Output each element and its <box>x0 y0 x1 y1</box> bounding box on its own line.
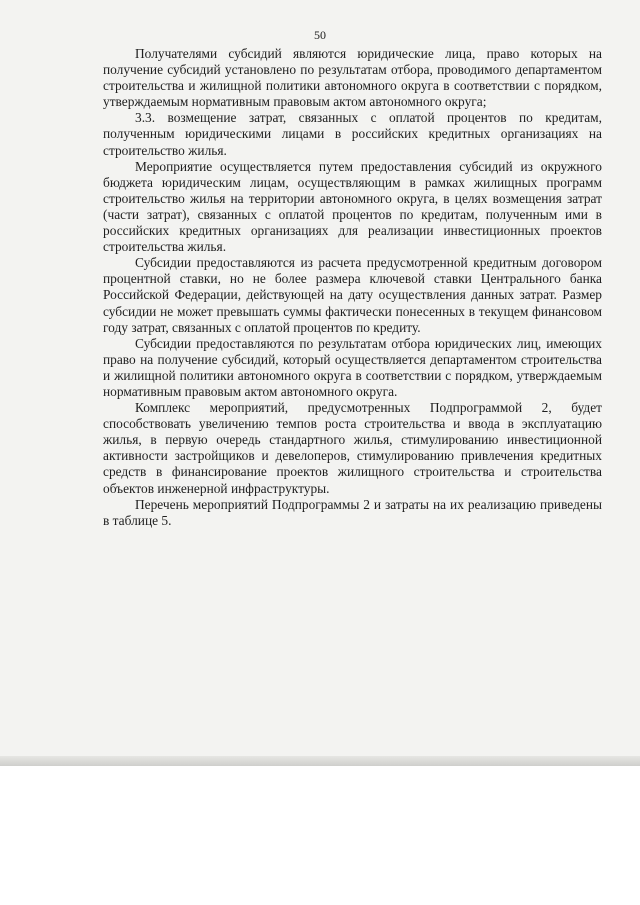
page-number: 50 <box>314 28 326 42</box>
paragraph-table-reference: Перечень мероприятий Подпрограммы 2 и затраты на их реализацию приведены в таблице 5. <box>103 496 602 528</box>
paragraph-complex-measures: Комплекс мероприятий, предусмотренных Подпрограммой 2, будет способствовать увеличению темпов роста строительства и ввода в эксплуатацию жилья, в первую очередь стандартного жилья, стимулированию инвестиционной активности застройщиков и девелоперов, стимулированию привлечения кредитных средств в финансирование проектов жилищного строительства и строительства объектов инженерной инфраструктуры. <box>103 400 602 496</box>
document-body <box>103 46 602 529</box>
blank-area <box>0 766 640 905</box>
paragraph-subsidy-rate: Субсидии предоставляются из расчета предусмотренной кредитным договором процентной ставки, но не более размера ключевой ставки Центрального банка Российской Федерации, действующей на дату осуществления данных затрат. Размер субсидии не может превышать суммы фактически понесенных в текущем финансовом году затрат, связанных с оплатой процентов по кредиту. <box>103 255 602 335</box>
paragraph-measure-subsidies: Мероприятие осуществляется путем предоставления субсидий из окружного бюджета юридическим лицам, осуществляющим в рамках жилищных программ строительство жилья на территории автономного округа, в целях возмещения затрат (части затрат), связанных с оплатой процентов по кредитам, полученным ими в российских кредитных организациях для реализации инвестиционных проектов строительства жилья. <box>103 158 602 255</box>
paragraph-recipients: Получателями субсидий являются юридические лица, право которых на получение субсидий установлено по результатам отбора, проводимого департаментом строительства и жилищной политики автономного округа в соответствии с порядком, утверждаемым нормативным правовым актом автономного округа; <box>103 46 602 110</box>
paragraph-item-3-3: 3.3. возмещение затрат, связанных с оплатой процентов по кредитам, полученным юридическими лицами в российских кредитных организациях на строительство жилья. <box>103 110 602 158</box>
paragraph-selection: Субсидии предоставляются по результатам отбора юридических лиц, имеющих право на получение субсидий, который осуществляется департаментом строительства и жилищной политики автономного округа в соответствии с порядком, утверждаемым нормативным правовым актом автономного округа. <box>103 335 602 399</box>
